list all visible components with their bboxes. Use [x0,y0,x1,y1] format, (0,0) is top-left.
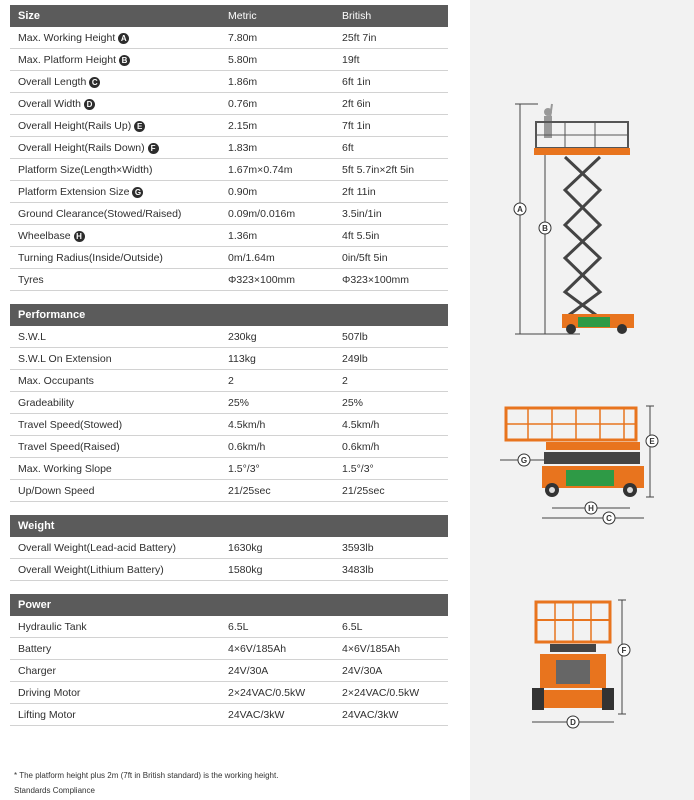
spec-label: Up/Down Speed [18,484,95,497]
dimension-badge: C [89,77,100,88]
table-row [10,436,448,458]
table-row [10,616,448,638]
table-row [10,137,448,159]
spec-label: Platform Size(Length×Width) [18,163,153,176]
british-value: 3483lb [336,559,448,581]
diagram-label-b: B [542,224,548,233]
british-value: 1.5°/3° [336,458,448,480]
power-header-row [10,594,448,616]
spec-label-cell [10,480,222,502]
british-value: Φ323×100mm [336,269,448,291]
performance-header: Performance [10,304,448,326]
spec-label: Driving Motor [18,686,81,699]
british-value: 21/25sec [336,480,448,502]
british-value: 0.6km/h [336,436,448,458]
dimension-badge: B [119,55,130,66]
spec-label-cell [10,27,222,49]
table-row [10,27,448,49]
spec-label: Travel Speed(Stowed) [18,418,123,431]
spec-label-cell [10,638,222,660]
british-value: 507lb [336,326,448,348]
british-value: 3593lb [336,537,448,559]
metric-value: 1.83m [222,137,336,159]
spec-label: Overall Length [18,75,87,88]
diagram-label-f: F [621,646,627,655]
spec-label-cell [10,269,222,291]
spec-label-cell [10,436,222,458]
dimension-badge: F [148,143,159,154]
metric-value: 25% [222,392,336,414]
table-row [10,458,448,480]
table-row [10,348,448,370]
british-value: 249lb [336,348,448,370]
table-row [10,537,448,559]
metric-value: 1630kg [222,537,336,559]
spec-label-cell [10,414,222,436]
spec-label-cell [10,370,222,392]
metric-value: 2 [222,370,336,392]
table-row [10,660,448,682]
weight-header-row [10,515,448,537]
table-row [10,326,448,348]
table-row [10,682,448,704]
metric-value: 2×24VAC/0.5kW [222,682,336,704]
british-value: 2ft 6in [336,93,448,115]
spec-label: Overall Weight(Lead-acid Battery) [18,541,176,554]
spec-label: Battery [18,642,52,655]
spec-label: Wheelbase [18,229,71,242]
table-row [10,71,448,93]
spec-label: Max. Platform Height [18,53,117,66]
metric-value: 0.09m/0.016m [222,203,336,225]
table-row [10,203,448,225]
table-row [10,704,448,726]
metric-value: 1.36m [222,225,336,247]
weight-header: Weight [10,515,448,537]
table-row [10,269,448,291]
british-value: 6ft [336,137,448,159]
british-value: 25ft 7in [336,27,448,49]
metric-value: 4×6V/185Ah [222,638,336,660]
british-value: 5ft 5.7in×2ft 5in [336,159,448,181]
spec-label: Tyres [18,273,44,286]
british-value: 0in/5ft 5in [336,247,448,269]
standards-compliance-label: Standards Compliance [14,786,95,795]
spec-label-cell [10,225,222,247]
footnotes [14,768,278,798]
british-value: 19ft [336,49,448,71]
size-table [10,5,448,291]
british-value: 6ft 1in [336,71,448,93]
spec-label-cell [10,93,222,115]
table-row [10,93,448,115]
spec-label-cell [10,115,222,137]
metric-value: 1.86m [222,71,336,93]
table-row [10,480,448,502]
metric-value: 0m/1.64m [222,247,336,269]
table-row [10,225,448,247]
british-value: 4ft 5.5in [336,225,448,247]
british-value: 4×6V/185Ah [336,638,448,660]
front-view-diagram [532,600,630,728]
spec-tables [10,5,448,726]
metric-value: 24V/30A [222,660,336,682]
spec-label: Hydraulic Tank [18,620,87,633]
spec-label-cell [10,660,222,682]
spec-label-cell [10,537,222,559]
british-column-header: British [336,5,448,27]
spec-label: Max. Working Height [18,31,116,44]
spec-label-cell [10,704,222,726]
dimension-badge: H [74,231,85,242]
british-value: 2 [336,370,448,392]
spec-label: Charger [18,664,56,677]
table-row [10,414,448,436]
spec-label: Overall Weight(Lithium Battery) [18,563,164,576]
spec-label-cell [10,247,222,269]
spec-label: S.W.L [18,330,47,343]
british-value: 25% [336,392,448,414]
spec-label-cell [10,392,222,414]
metric-value: 7.80m [222,27,336,49]
spec-label-cell [10,616,222,638]
diagram-label-c: C [606,514,612,523]
metric-value: 5.80m [222,49,336,71]
spec-label-cell [10,137,222,159]
spec-label: Overall Height(Rails Up) [18,119,132,132]
power-header: Power [10,594,448,616]
table-row [10,370,448,392]
metric-value: 0.90m [222,181,336,203]
table-row [10,247,448,269]
metric-value: Φ323×100mm [222,269,336,291]
spec-label: Overall Height(Rails Down) [18,141,145,154]
metric-value: 0.6km/h [222,436,336,458]
spec-label: Platform Extension Size [18,185,130,198]
raised-lift-diagram [514,104,634,334]
spec-label: Ground Clearance(Stowed/Raised) [18,207,182,220]
diagram-label-a: A [517,205,523,214]
table-row [10,159,448,181]
metric-value: 4.5km/h [222,414,336,436]
spec-label: Gradeability [18,396,75,409]
dimension-badge: D [84,99,95,110]
performance-table [10,304,448,502]
spec-label: S.W.L On Extension [18,352,112,365]
metric-value: 2.15m [222,115,336,137]
spec-label-cell [10,326,222,348]
spec-label: Turning Radius(Inside/Outside) [18,251,163,264]
spec-label-cell [10,49,222,71]
british-value: 7ft 1in [336,115,448,137]
diagram-label-h: H [588,504,594,513]
british-value: 2ft 11in [336,181,448,203]
spec-label: Travel Speed(Raised) [18,440,120,453]
spec-label: Max. Working Slope [18,462,112,475]
spec-label-cell [10,203,222,225]
spec-label-cell [10,159,222,181]
spec-label-cell [10,181,222,203]
metric-value: 24VAC/3kW [222,704,336,726]
spec-label-cell [10,348,222,370]
spec-label: Max. Occupants [18,374,94,387]
weight-table [10,515,448,581]
size-header: Size [10,5,222,27]
diagram-label-d: D [570,718,576,727]
diagram-label-g: G [520,456,528,465]
table-row [10,392,448,414]
table-row [10,115,448,137]
spec-label-cell [10,71,222,93]
metric-value: 1.67m×0.74m [222,159,336,181]
spec-label-cell [10,559,222,581]
dimension-badge: G [132,187,143,198]
metric-column-header: Metric [222,5,336,27]
metric-value: 1580kg [222,559,336,581]
footnote-working-height: * The platform height plus 2m (7ft in British standard) is the working height. [14,771,279,780]
table-row [10,181,448,203]
british-value: 24VAC/3kW [336,704,448,726]
metric-value: 21/25sec [222,480,336,502]
table-row [10,638,448,660]
british-value: 6.5L [336,616,448,638]
spec-label: Overall Width [18,97,82,110]
diagram-label-e: E [649,437,655,446]
metric-value: 0.76m [222,93,336,115]
power-table [10,594,448,726]
metric-value: 1.5°/3° [222,458,336,480]
spec-label: Lifting Motor [18,708,76,721]
metric-value: 230kg [222,326,336,348]
dimension-badge: E [134,121,145,132]
spec-label-cell [10,682,222,704]
machine-diagrams [470,0,694,800]
table-row [10,559,448,581]
british-value: 2×24VAC/0.5kW [336,682,448,704]
performance-header-row [10,304,448,326]
spec-label-cell [10,458,222,480]
size-header-row [10,5,448,27]
british-value: 24V/30A [336,660,448,682]
metric-value: 113kg [222,348,336,370]
stowed-lift-diagram [500,406,658,524]
table-row [10,49,448,71]
dimension-badge: A [118,33,129,44]
metric-value: 6.5L [222,616,336,638]
british-value: 3.5in/1in [336,203,448,225]
british-value: 4.5km/h [336,414,448,436]
